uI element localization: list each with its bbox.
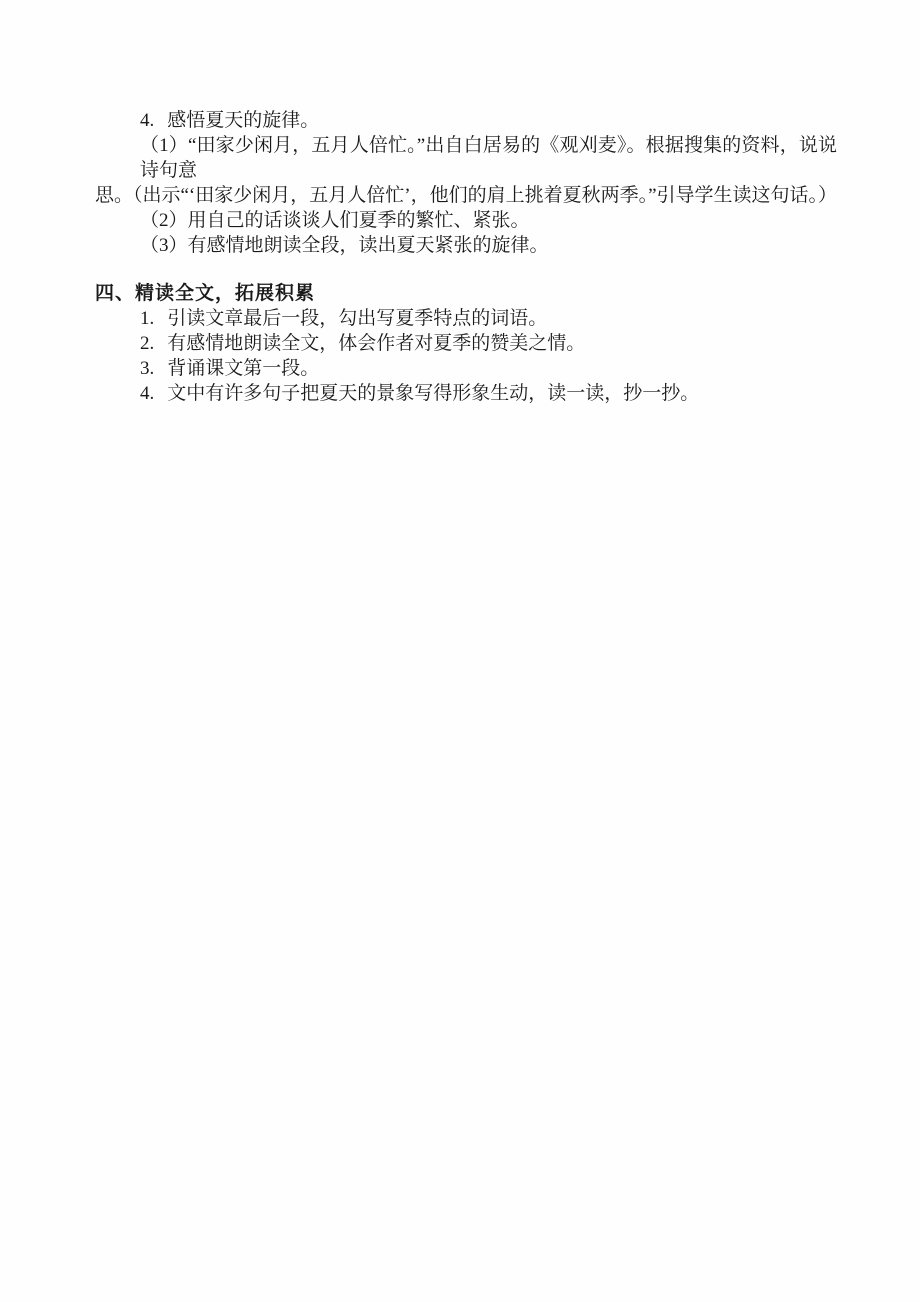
substep-3-line: （3）有感情地朗读全段，读出夏天紧张的旋律。 bbox=[140, 235, 549, 256]
step-4-number: 4. bbox=[140, 110, 155, 131]
section-four-item-2 bbox=[95, 331, 837, 356]
substep-1-line-1: （1）“田家少闲月，五月人倍忙。”出自白居易的《观刈麦》。根据搜集的资料，说说诗句意 bbox=[140, 135, 837, 181]
substep-1-line-2: 思。（出示“‘田家少闲月，五月人倍忙’，他们的肩上挑着夏秋两季。”引导学生读这句话。） bbox=[95, 185, 838, 206]
item-4-text: 文中有许多句子把夏天的景象写得形象生动，读一读，抄一抄。 bbox=[167, 383, 700, 404]
step-4-text: 感悟夏天的旋律。 bbox=[167, 110, 320, 131]
item-4-number: 4. bbox=[140, 383, 155, 404]
section-four-item-4 bbox=[95, 381, 837, 406]
substep-2-line: （2）用自己的话谈谈人们夏季的繁忙、紧张。 bbox=[140, 210, 530, 231]
item-1-number: 1. bbox=[140, 308, 155, 329]
section-four-heading: 四、精读全文，拓展积累 bbox=[95, 283, 316, 304]
item-2-text: 有感情地朗读全文，体会作者对夏季的赞美之情。 bbox=[167, 333, 586, 354]
item-3-text: 背诵课文第一段。 bbox=[167, 358, 320, 379]
item-2-number: 2. bbox=[140, 333, 155, 354]
item-3-number: 3. bbox=[140, 358, 155, 379]
section-four-item-3 bbox=[95, 356, 837, 381]
item-1-text: 引读文章最后一段，勾出写夏季特点的词语。 bbox=[167, 308, 548, 329]
document-content bbox=[95, 108, 837, 406]
section-four-item-1 bbox=[95, 306, 837, 331]
step-4-line bbox=[95, 108, 837, 133]
